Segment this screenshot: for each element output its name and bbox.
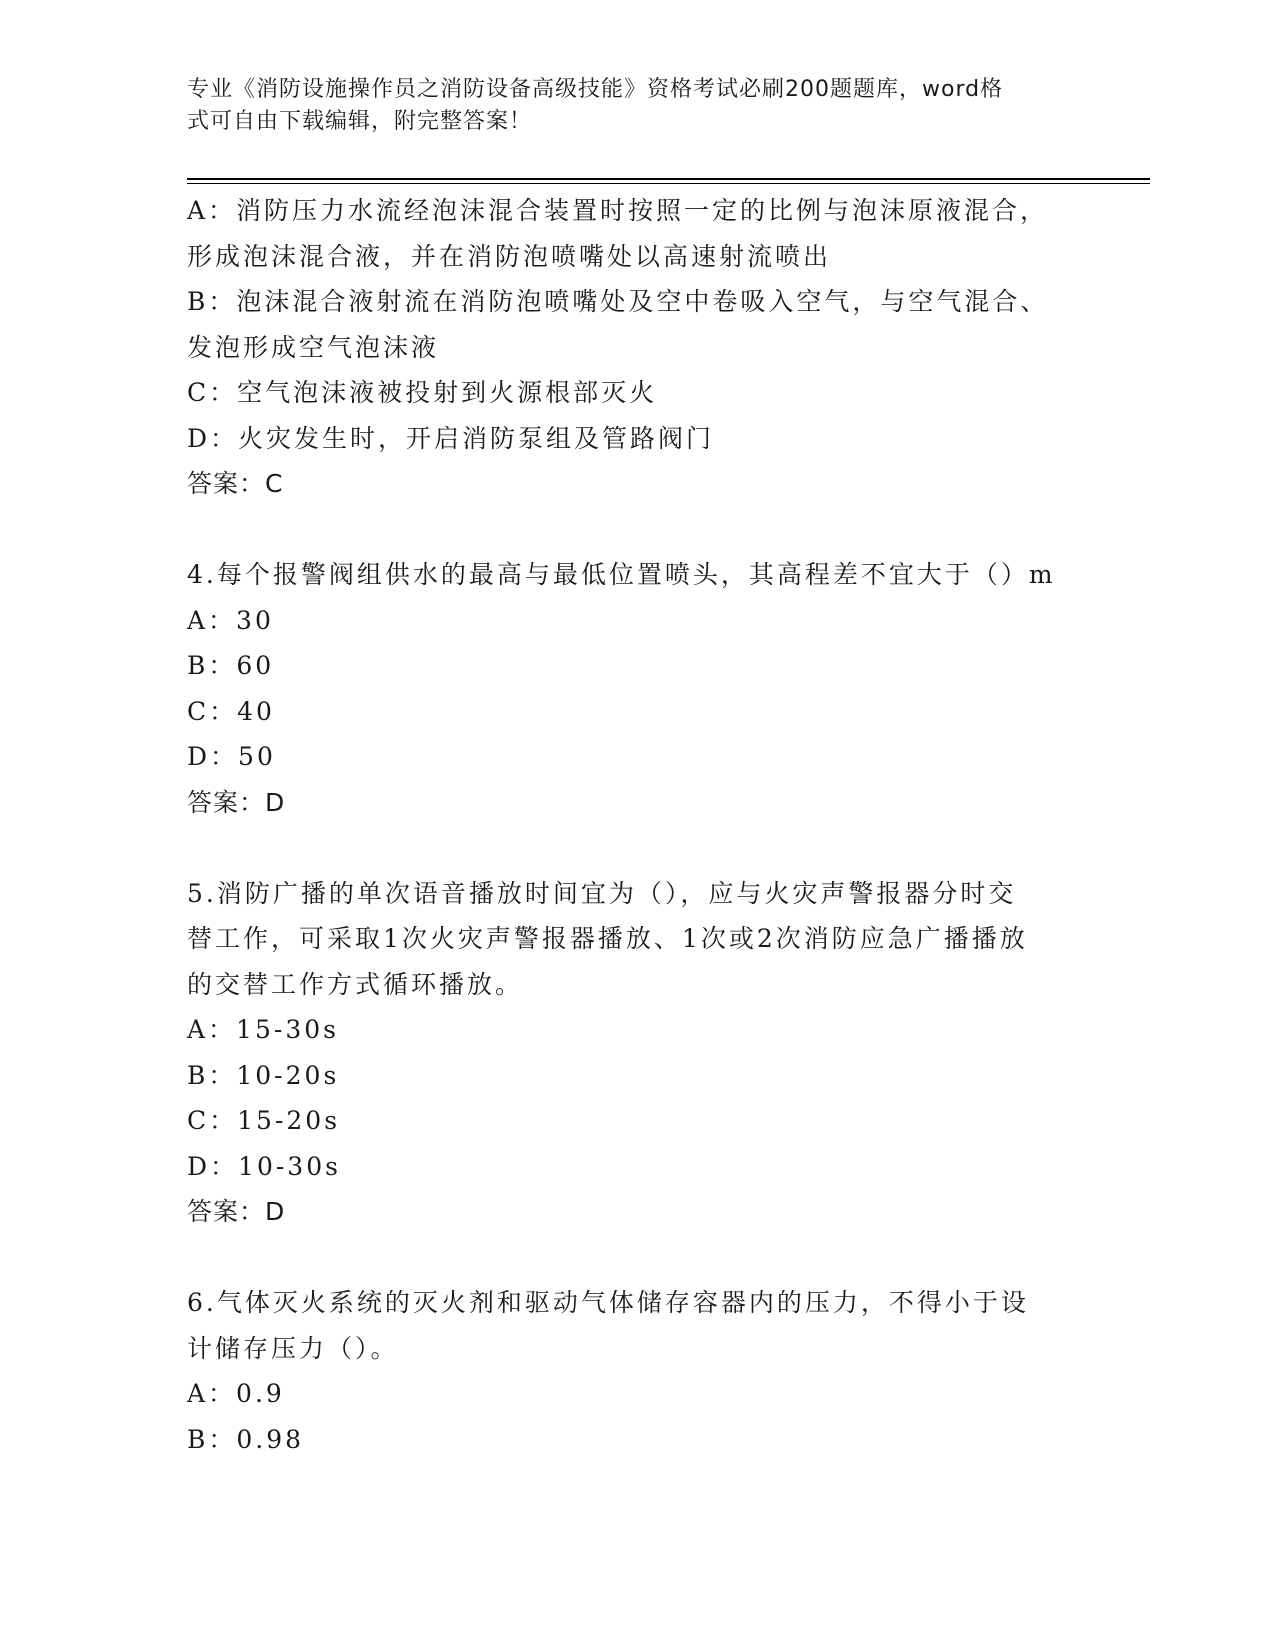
option-b-line-2: 发泡形成空气泡沫液	[187, 332, 440, 362]
spacer	[187, 507, 1087, 553]
question-text-line-3: 的交替工作方式循环播放。	[187, 969, 524, 999]
option-c: C：40	[187, 696, 275, 726]
option-d: D：10-30s	[187, 1151, 341, 1181]
question-text-line-1: 5.消防广播的单次语音播放时间宜为（），应与火灾声警报器分时交	[187, 878, 1017, 908]
option-c: C：空气泡沫液被投射到火源根部灭火	[187, 378, 658, 407]
option-c: C：15-20s	[187, 1106, 341, 1135]
document-header	[187, 74, 1067, 138]
header-rule-thick	[187, 178, 1150, 180]
question-text: 4.每个报警阀组供水的最高与最低位置喷头，其高程差不宜大于（）m	[187, 560, 1056, 589]
question-3-options	[187, 188, 1087, 507]
answer-label: 答案：D	[187, 787, 286, 817]
option-b-line-1: B：泡沫混合液射流在消防泡喷嘴处及空中卷吸入空气，与空气混合、	[187, 287, 1049, 316]
option-a-line-2: 形成泡沫混合液，并在消防泡喷嘴处以高速射流喷出	[187, 241, 832, 271]
spacer	[187, 825, 1087, 871]
question-list	[187, 188, 1087, 1462]
option-b: B：0.98	[187, 1424, 305, 1454]
question-6	[187, 1280, 1087, 1462]
option-b: B：10-20s	[187, 1060, 340, 1090]
question-text-line-2: 替工作，可采取1次火灾声警报器播放、1次或2次消防应急广播播放	[187, 924, 1028, 953]
header-line-1: 专业《消防设施操作员之消防设备高级技能》资格考试必刷200题题库，word格	[187, 77, 1004, 102]
header-rule-thin	[187, 183, 1150, 184]
header-line-2: 式可自由下载编辑，附完整答案！	[187, 109, 533, 134]
option-a-line-1: A：消防压力水流经泡沫混合装置时按照一定的比例与泡沫原液混合，	[187, 196, 1049, 225]
spacer	[187, 1235, 1087, 1281]
option-d: D：火灾发生时，开启消防泵组及管路阀门	[187, 423, 715, 453]
option-a: A：30	[187, 605, 274, 635]
question-text-line-2: 计储存压力（）。	[187, 1333, 399, 1363]
question-4	[187, 552, 1087, 825]
question-text-line-1: 6.气体灭火系统的灭火剂和驱动气体储存容器内的压力，不得小于设	[187, 1288, 1029, 1317]
option-d: D：50	[187, 742, 276, 771]
option-a: A：15-30s	[187, 1015, 339, 1044]
answer-label: 答案：D	[187, 1197, 286, 1226]
question-5	[187, 871, 1087, 1235]
option-a: A：0.9	[187, 1379, 285, 1408]
answer-label: 答案：C	[187, 469, 284, 498]
option-b: B：60	[187, 651, 275, 680]
